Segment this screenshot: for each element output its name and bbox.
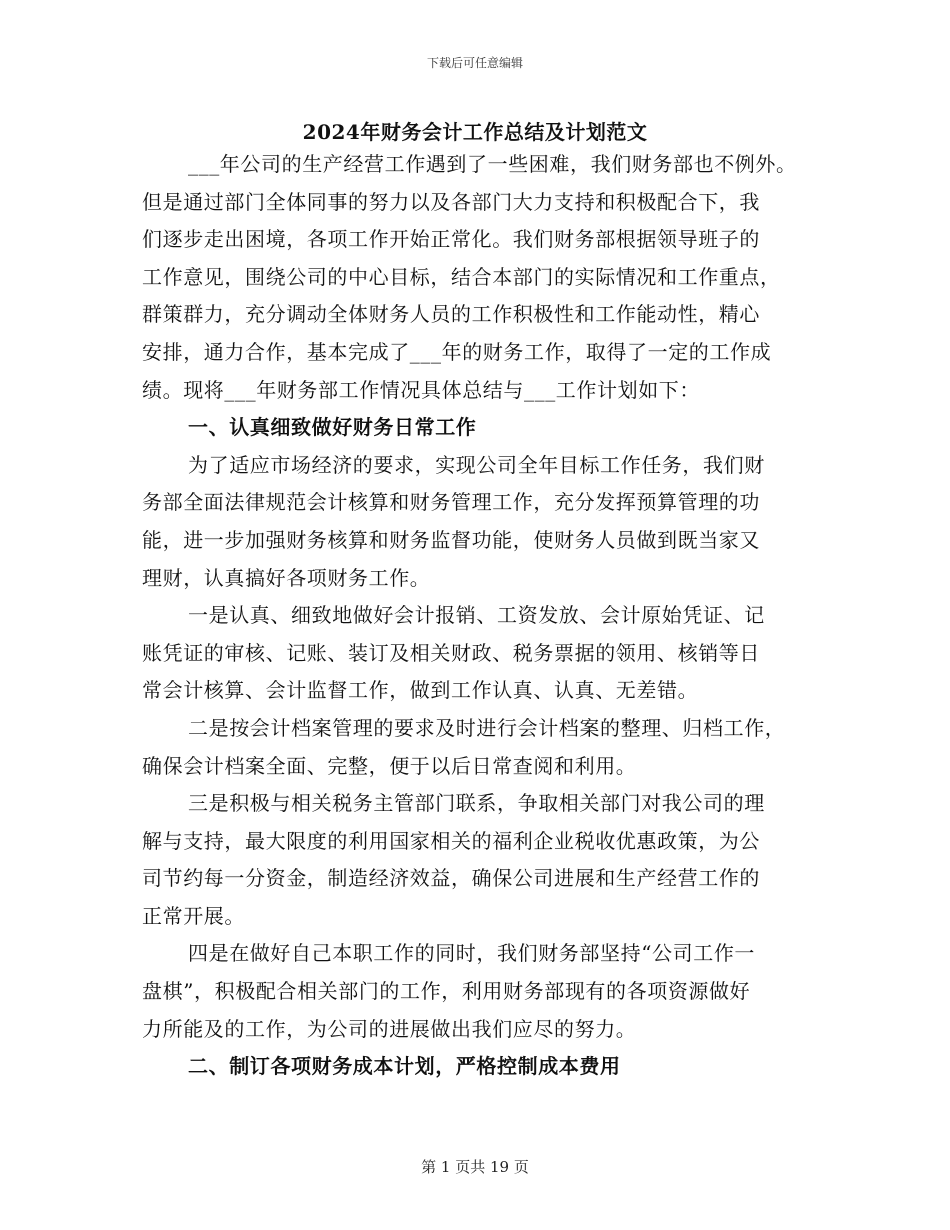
body-line: 务部全面法律规范会计核算和财务管理工作，充分发挥预算管理的功 <box>142 490 760 515</box>
body-line: 绩。现将___年财务部工作情况具体总结与___工作计划如下： <box>142 377 700 402</box>
body-line: 理财，认真搞好各项财务工作。 <box>142 565 431 590</box>
body-line: 群策群力，充分调动全体财务人员的工作积极性和工作能动性，精心 <box>142 302 760 327</box>
body-line: 二是按会计档案管理的要求及时进行会计档案的整理、归档工作， <box>188 715 786 740</box>
body-line: 四是在做好自己本职工作的同时，我们财务部坚持“公司工作一 <box>188 941 756 966</box>
body-line: 力所能及的工作，为公司的进展做出我们应尽的努力。 <box>142 1016 637 1041</box>
document-title: 2024年财务会计工作总结及计划范文 <box>302 120 648 144</box>
header-note: 下载后可任意编辑 <box>426 56 523 70</box>
body-line: 盘棋”，积极配合相关部门的工作，利用财务部现有的各项资源做好 <box>142 979 751 1004</box>
body-line: 确保会计档案全面、完整，便于以后日常查阅和利用。 <box>142 753 637 778</box>
section-heading: 一、认真细致做好财务日常工作 <box>188 415 477 440</box>
section-heading: 二、制订各项财务成本计划，严格控制成本费用 <box>188 1054 621 1079</box>
body-line: 能，进一步加强财务核算和财务监督功能，使财务人员做到既当家又 <box>142 527 760 552</box>
document-body <box>142 146 810 1086</box>
body-line: 工作意见，围绕公司的中心目标，结合本部门的实际情况和工作重点， <box>142 264 781 289</box>
body-line: 正常开展。 <box>142 903 245 928</box>
body-line: 们逐步走出困境，各项工作开始正常化。我们财务部根据领导班子的 <box>142 227 760 252</box>
body-line: 解与支持，最大限度的利用国家相关的福利企业税收优惠政策，为公 <box>142 828 760 853</box>
body-line: ___年公司的生产经营工作遇到了一些困难，我们财务部也不例外。 <box>188 152 797 176</box>
body-line: 司节约每一分资金，制造经济效益，确保公司进展和生产经营工作的 <box>142 866 760 891</box>
body-line: 一是认真、细致地做好会计报销、工资发放、会计原始凭证、记 <box>188 603 765 628</box>
body-line: 常会计核算、会计监督工作，做到工作认真、认真、无差错。 <box>142 678 699 703</box>
body-line: 安排，通力合作，基本完成了___年的财务工作，取得了一定的工作成 <box>142 339 772 364</box>
page-number: 第 1 页共 19 页 <box>421 1158 529 1176</box>
body-line: 但是通过部门全体同事的努力以及各部门大力支持和积极配合下，我 <box>142 189 760 214</box>
body-line: 为了适应市场经济的要求，实现公司全年目标工作任务，我们财 <box>188 452 765 477</box>
body-line: 三是积极与相关税务主管部门联系，争取相关部门对我公司的理 <box>188 791 765 816</box>
body-line: 账凭证的审核、记账、装订及相关财政、税务票据的领用、核销等日 <box>142 640 760 665</box>
